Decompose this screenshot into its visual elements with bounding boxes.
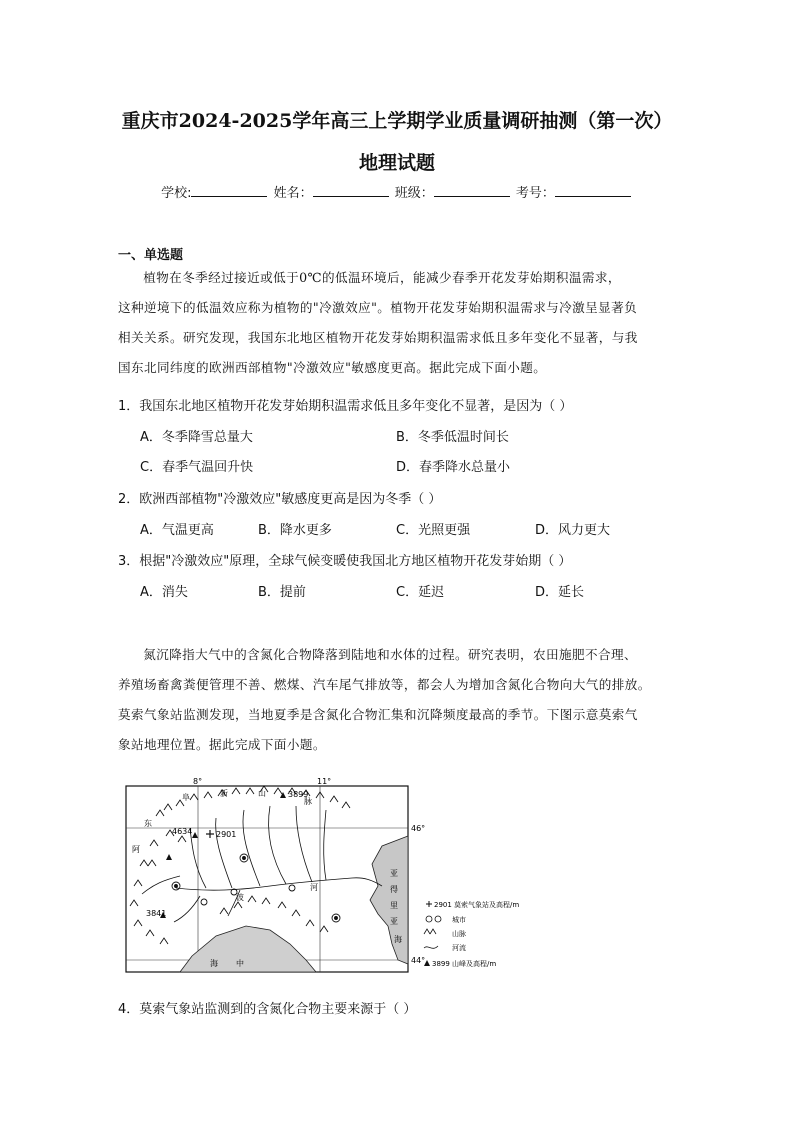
question-3-option-a[interactable]: A．消失 bbox=[140, 585, 188, 600]
passage-2 bbox=[118, 640, 678, 760]
question-4-stem: 4．莫索气象站监测到的含氮化合物主要来源于（ ） bbox=[118, 1002, 417, 1017]
question-2-option-d[interactable]: D．风力更大 bbox=[535, 523, 611, 538]
legend-city: 城市 bbox=[452, 916, 466, 924]
passage-line: 氮沉降指大气中的含氮化合物降落到陆地和水体的过程。研究表明，农田施肥不合理、 bbox=[143, 647, 637, 662]
city-icon bbox=[335, 917, 338, 920]
tributary-river bbox=[142, 876, 180, 894]
po-river bbox=[176, 878, 382, 890]
map-legend bbox=[424, 900, 519, 968]
class-label: 班级： bbox=[394, 186, 434, 201]
passage-line: 象站地理位置。据此完成下面小题。 bbox=[118, 737, 326, 752]
name-label: 姓名： bbox=[273, 186, 313, 201]
passage-line: 相关关系。研究发现，我国东北地区植物开花发芽始期积温需求低且多年变化不显著，与我 bbox=[118, 330, 638, 345]
exam-no-label: 考号： bbox=[515, 186, 555, 201]
adriatic-sea bbox=[370, 836, 408, 964]
peak-elevation: 3841 bbox=[146, 909, 167, 918]
question-2-option-b[interactable]: B．降水更多 bbox=[258, 523, 332, 538]
passage-line: 这种逆境下的低温效应称为植物的"冷激效应"。植物开花发芽始期积温需求与冷激呈显著负 bbox=[118, 300, 638, 315]
question-3-option-b[interactable]: B．提前 bbox=[258, 585, 306, 600]
place-char: 阿 bbox=[132, 845, 140, 854]
lon-label-11: 11° bbox=[317, 777, 332, 786]
question-2-stem: 2．欧洲西部植物"冷激效应"敏感度更高是因为冬季（ ） bbox=[118, 492, 442, 507]
city-icon bbox=[175, 885, 178, 888]
place-char: 波 bbox=[236, 893, 244, 902]
place-char: 脉 bbox=[304, 797, 312, 806]
passage-line: 养殖场畜禽粪便管理不善、燃煤、汽车尾气排放等，都会人为增加含氮化合物向大气的排放。 bbox=[118, 677, 651, 692]
location-map bbox=[120, 776, 520, 976]
place-char: 海 bbox=[210, 959, 218, 968]
place-char: 中 bbox=[236, 959, 244, 968]
place-char: 新 bbox=[220, 789, 228, 798]
tributary-river bbox=[174, 896, 200, 922]
lon-label-8: 8° bbox=[193, 777, 203, 786]
name-blank[interactable] bbox=[313, 183, 389, 197]
place-char: 东 bbox=[144, 819, 152, 828]
exam-no-blank[interactable] bbox=[555, 183, 631, 197]
class-blank[interactable] bbox=[434, 183, 510, 197]
question-1-option-b[interactable]: B．冬季低温时间长 bbox=[396, 430, 509, 445]
legend-river-icon bbox=[424, 946, 438, 948]
ligurian-sea bbox=[180, 926, 316, 972]
question-3-stem: 3．根据"冷激效应"原理，全球气候变暖使我国北方地区植物开花发芽始期（ ） bbox=[118, 554, 572, 569]
tributary-river bbox=[296, 806, 312, 882]
question-2-option-a[interactable]: A．气温更高 bbox=[140, 523, 214, 538]
place-char: 河 bbox=[310, 883, 318, 892]
school-blank[interactable] bbox=[191, 183, 267, 197]
place-char: 得 bbox=[390, 885, 398, 894]
tributary-river bbox=[243, 810, 260, 886]
legend-river: 河流 bbox=[452, 944, 466, 952]
peak-icon bbox=[192, 832, 198, 838]
passage-1 bbox=[118, 263, 678, 383]
legend-peak: 3899 山峰及高程/m bbox=[432, 960, 497, 968]
legend-city-icon bbox=[426, 916, 432, 922]
lat-label-46: 46° bbox=[411, 824, 426, 833]
rivers bbox=[142, 806, 382, 922]
legend-station: 2901 莫索气象站及高程/m bbox=[434, 901, 520, 909]
question-1-stem: 1．我国东北地区植物开花发芽始期积温需求低且多年变化不显著，是因为（ ） bbox=[118, 399, 573, 414]
city-icon bbox=[289, 885, 295, 891]
legend-mountain-icon bbox=[424, 929, 436, 934]
question-1-option-d[interactable]: D．春季降水总量小 bbox=[396, 460, 511, 475]
tributary-river bbox=[216, 818, 232, 888]
lat-label-44: 44° bbox=[411, 956, 426, 965]
alps-mountain-range bbox=[130, 786, 350, 944]
peak-icon bbox=[166, 854, 172, 860]
place-char: 阜 bbox=[182, 793, 190, 802]
passage-line: 国东北同纬度的欧洲西部植物"冷激效应"敏感度更高。据此完成下面小题。 bbox=[118, 360, 547, 375]
section-title: 一、单选题 bbox=[118, 248, 184, 263]
legend-mountain: 山脉 bbox=[452, 930, 466, 938]
question-1-option-a[interactable]: A．冬季降雪总量大 bbox=[140, 430, 253, 445]
place-char: 山 bbox=[258, 789, 266, 798]
place-char: 里 bbox=[390, 901, 398, 910]
place-char: 海 bbox=[394, 935, 402, 944]
mosso-station-icon bbox=[206, 830, 214, 838]
question-1-option-c[interactable]: C．春季气温回升快 bbox=[140, 460, 254, 475]
exam-title: 重庆市2024-2025学年高三上学期学业质量调研抽测（第一次） bbox=[121, 110, 673, 132]
legend-city-icon bbox=[435, 916, 441, 922]
question-3-option-c[interactable]: C．延迟 bbox=[396, 585, 445, 600]
city-icon bbox=[201, 899, 207, 905]
school-label: 学校: bbox=[161, 186, 192, 201]
exam-subtitle: 地理试题 bbox=[358, 152, 435, 174]
peak-elevation: 3899 bbox=[288, 790, 309, 799]
tributary-river bbox=[324, 810, 326, 880]
tributary-river bbox=[269, 806, 286, 884]
passage-line: 植物在冬季经过接近或低于0℃的低温环境后，能减少春季开花发芽始期积温需求， bbox=[143, 270, 621, 285]
place-char: 亚 bbox=[390, 869, 398, 878]
passage-line: 莫索气象站监测发现，当地夏季是含氮化合物汇集和沉降频度最高的季节。下图示意莫索气 bbox=[118, 707, 638, 722]
question-3-option-d[interactable]: D．延长 bbox=[535, 585, 585, 600]
city-icon bbox=[243, 857, 246, 860]
question-2-option-c[interactable]: C．光照更强 bbox=[396, 523, 471, 538]
student-info-line bbox=[0, 182, 794, 201]
station-elevation: 2901 bbox=[216, 830, 237, 839]
peak-elevation: 4634 bbox=[172, 827, 193, 836]
place-char: 亚 bbox=[390, 917, 398, 926]
